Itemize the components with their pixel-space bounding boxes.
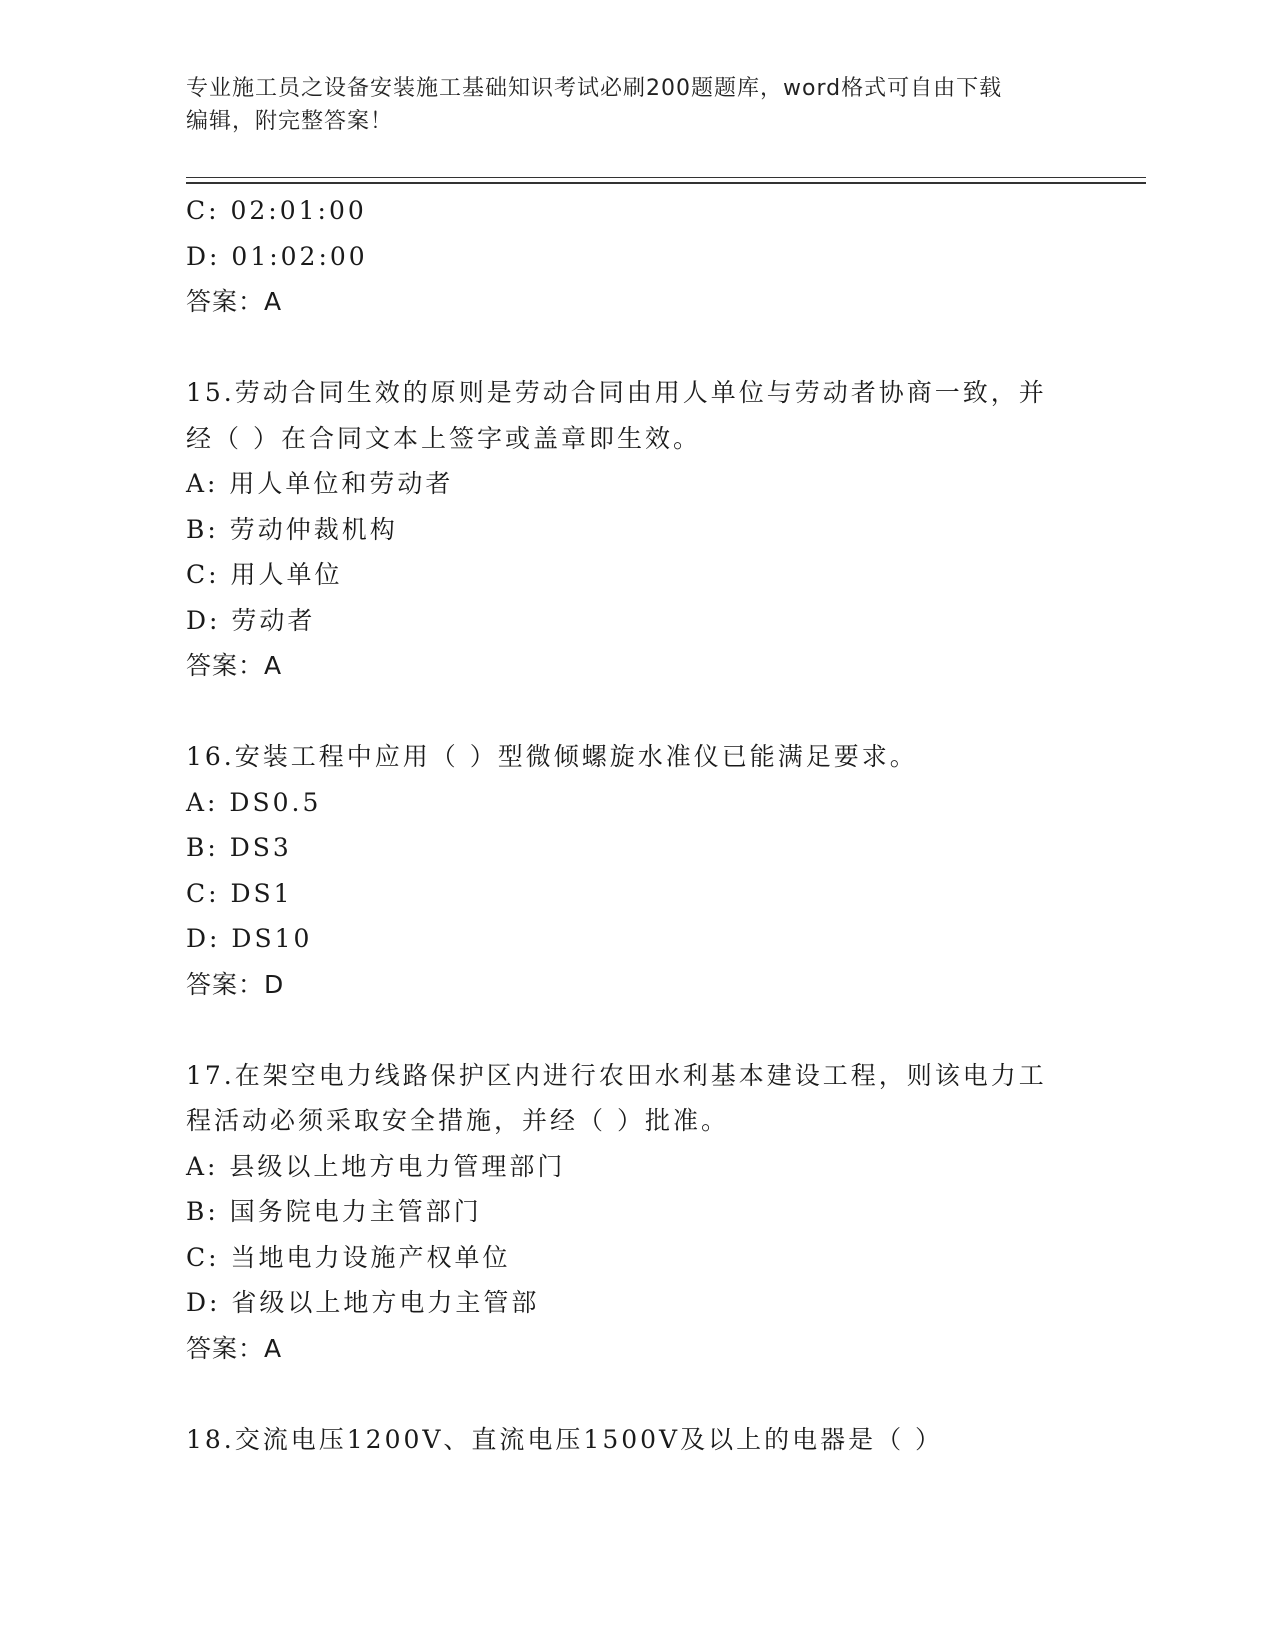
option-d: D: DS10 bbox=[186, 924, 313, 953]
answer-line: 答案：D bbox=[186, 969, 285, 999]
option-a: A: DS0.5 bbox=[186, 787, 322, 817]
header-title-line-1: 专业施工员之设备安装施工基础知识考试必刷200题题库，word格式可自由下载 bbox=[186, 76, 1003, 101]
option-c: C: 用人单位 bbox=[186, 560, 343, 589]
option-c: C: 当地电力设施产权单位 bbox=[186, 1242, 511, 1272]
question-stem: 16.安装工程中应用（ ）型微倾螺旋水准仪已能满足要求。 bbox=[186, 742, 918, 771]
question-stem: 18.交流电压1200V、直流电压1500V及以上的电器是（ ） bbox=[186, 1424, 944, 1454]
spacer bbox=[186, 325, 1086, 371]
option-d: D: 劳动者 bbox=[186, 605, 316, 635]
document-header bbox=[186, 72, 1086, 138]
question-stem: 15.劳动合同生效的原则是劳动合同由用人单位与劳动者协商一致，并 bbox=[186, 378, 1047, 407]
option-d: D: 省级以上地方电力主管部 bbox=[186, 1288, 540, 1317]
question-stem-continued: 程活动必须采取安全措施，并经（ ）批准。 bbox=[186, 1106, 729, 1135]
question-17 bbox=[186, 1053, 1086, 1372]
spacer bbox=[186, 1371, 1086, 1417]
option-c: C: 02:01:00 bbox=[186, 196, 367, 225]
header-title-line-2: 编辑，附完整答案！ bbox=[186, 109, 394, 134]
header-divider-thin bbox=[186, 177, 1146, 178]
option-b: B: 劳动仲裁机构 bbox=[186, 514, 398, 544]
question-stem-continued: 经（ ）在合同文本上签字或盖章即生效。 bbox=[186, 423, 701, 453]
question-15 bbox=[186, 370, 1086, 689]
option-d: D: 01:02:00 bbox=[186, 241, 368, 271]
question-stem: 17.在架空电力线路保护区内进行农田水利基本建设工程，则该电力工 bbox=[186, 1060, 1047, 1090]
answer-line: 答案：A bbox=[186, 1333, 283, 1363]
option-a: A: 县级以上地方电力管理部门 bbox=[186, 1151, 566, 1181]
answer-line: 答案：A bbox=[186, 651, 283, 680]
option-a: A: 用人单位和劳动者 bbox=[186, 469, 454, 498]
question-14-tail bbox=[186, 188, 1086, 325]
answer-line: 答案：A bbox=[186, 287, 283, 316]
option-c: C: DS1 bbox=[186, 878, 293, 908]
question-18 bbox=[186, 1417, 1086, 1463]
question-content bbox=[186, 188, 1086, 1462]
spacer bbox=[186, 1007, 1086, 1053]
option-b: B: 国务院电力主管部门 bbox=[186, 1197, 482, 1226]
option-b: B: DS3 bbox=[186, 833, 292, 862]
question-16 bbox=[186, 734, 1086, 1007]
spacer bbox=[186, 689, 1086, 735]
header-divider-thick bbox=[186, 182, 1146, 184]
